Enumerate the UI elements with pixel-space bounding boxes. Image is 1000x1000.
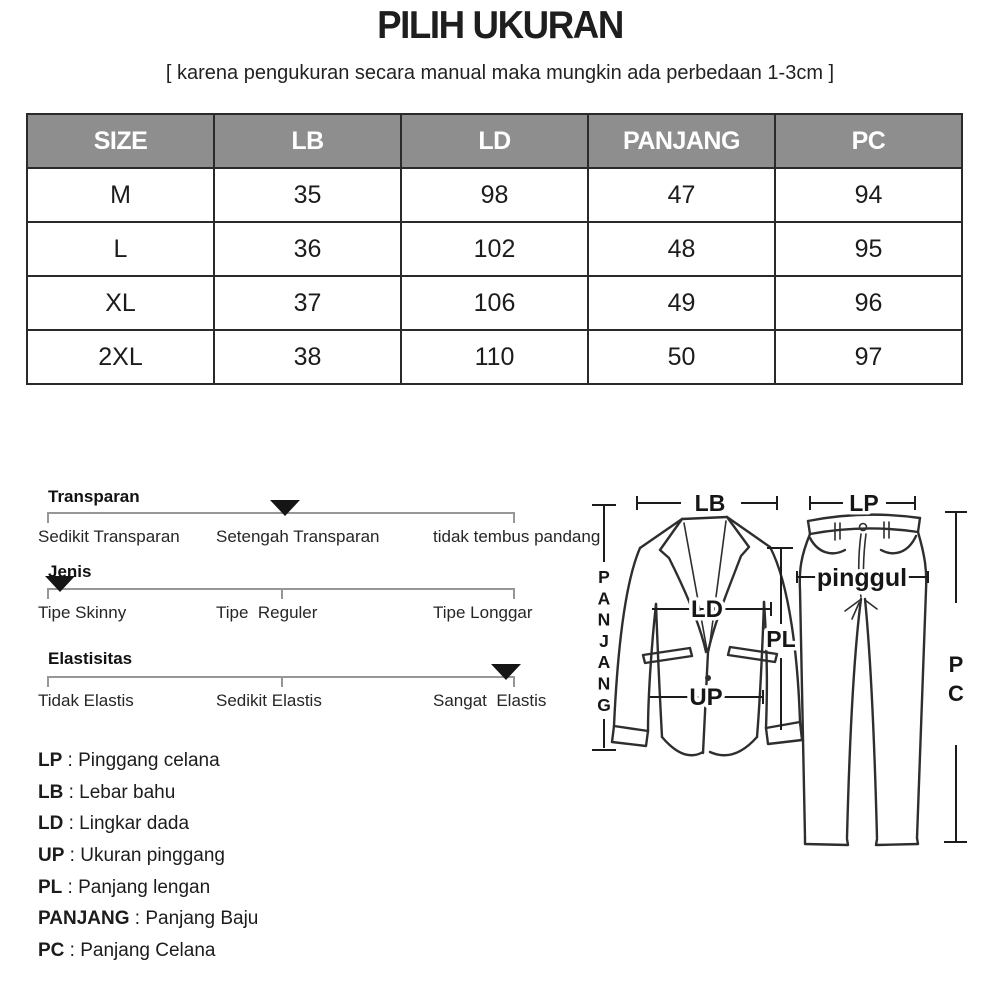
legend-item: PC : Panjang Celana [38,940,216,962]
scale-tick-left [47,514,49,523]
scale-label: Sedikit Elastis [216,691,322,710]
pl-label: PL [766,626,796,652]
panjang-vertical-label: P A N J A N G [597,567,611,715]
column-header: LB [214,114,401,168]
legend-item: PL : Panjang lengan [38,876,211,898]
pinggul-label: pinggul [816,564,908,592]
column-header: LD [401,114,588,168]
scale-label: Setengah Transparan [216,527,380,546]
table-cell: 38 [214,330,401,384]
size-table-header [27,114,962,168]
scale-tick-mid [281,678,283,687]
table-row [27,276,962,330]
table-cell: M [27,168,214,222]
lb-label: LB [694,490,726,516]
table-cell: 102 [401,222,588,276]
scale-label: Tipe Longgar [433,603,533,622]
scale-label: Tidak Elastis [38,691,134,710]
triangle-marker-icon [270,500,300,516]
scale-heading: Elastisitas [48,649,133,668]
legend-item: LP : Pinggang celana [38,750,220,771]
table-row [27,330,962,384]
size-table [26,113,963,385]
table-cell: L [27,222,214,276]
scale-label: Sangat Elastis [433,691,547,710]
scale-label: tidak tembus pandang [433,527,601,546]
scale-tick-right [513,514,515,523]
table-cell: 50 [588,330,775,384]
table-cell: 48 [588,222,775,276]
column-header: PANJANG [588,114,775,168]
size-table-body [27,168,962,384]
table-row [27,222,962,276]
scale-line [47,588,515,590]
legend-item: UP : Ukuran pinggang [38,845,225,867]
table-cell: 94 [775,168,962,222]
table-cell: 106 [401,276,588,330]
legend-item: PANJANG : Panjang Baju [38,908,259,930]
table-cell: 95 [775,222,962,276]
column-header: PC [775,114,962,168]
measurement-diagram [560,480,1000,880]
scale-labels [0,691,610,713]
page-subtitle: [ karena pengukuran secara manual maka mungkin ada perbedaan 1-3cm ] [165,62,835,84]
scale-tick-left [47,678,49,687]
scale-label: Tipe Reguler [216,603,318,622]
scale-heading: Jenis [48,562,92,581]
table-cell: XL [27,276,214,330]
scale-tick-right [513,590,515,599]
pants-measurements [797,490,967,842]
column-header: SIZE [27,114,214,168]
legend-item: LD : Lingkar dada [38,813,190,835]
table-cell: 98 [401,168,588,222]
table-cell: 47 [588,168,775,222]
triangle-marker-icon [45,576,75,592]
table-cell: 37 [214,276,401,330]
scale-heading: Transparan [48,487,140,506]
table-cell: 49 [588,276,775,330]
table-cell: 96 [775,276,962,330]
up-label: UP [689,684,723,711]
scale-labels [0,527,610,549]
triangle-marker-icon [491,664,521,680]
lp-label: LP [849,490,879,516]
table-cell: 97 [775,330,962,384]
table-cell: 36 [214,222,401,276]
pc-vertical-label: P C [948,652,964,706]
scale-label: Tipe Skinny [38,603,127,622]
ld-label: LD [691,596,723,623]
scale-line [47,676,515,678]
scale-line [47,512,515,514]
scale-tick-mid [281,590,283,599]
table-cell: 110 [401,330,588,384]
legend-item: LB : Lebar bahu [38,781,176,803]
page-title: PILIH UKURAN [377,4,623,47]
legend [38,750,258,972]
scale-label: Sedikit Transparan [38,527,180,546]
table-cell: 2XL [27,330,214,384]
table-cell: 35 [214,168,401,222]
scale-labels [0,603,610,625]
table-row [27,168,962,222]
